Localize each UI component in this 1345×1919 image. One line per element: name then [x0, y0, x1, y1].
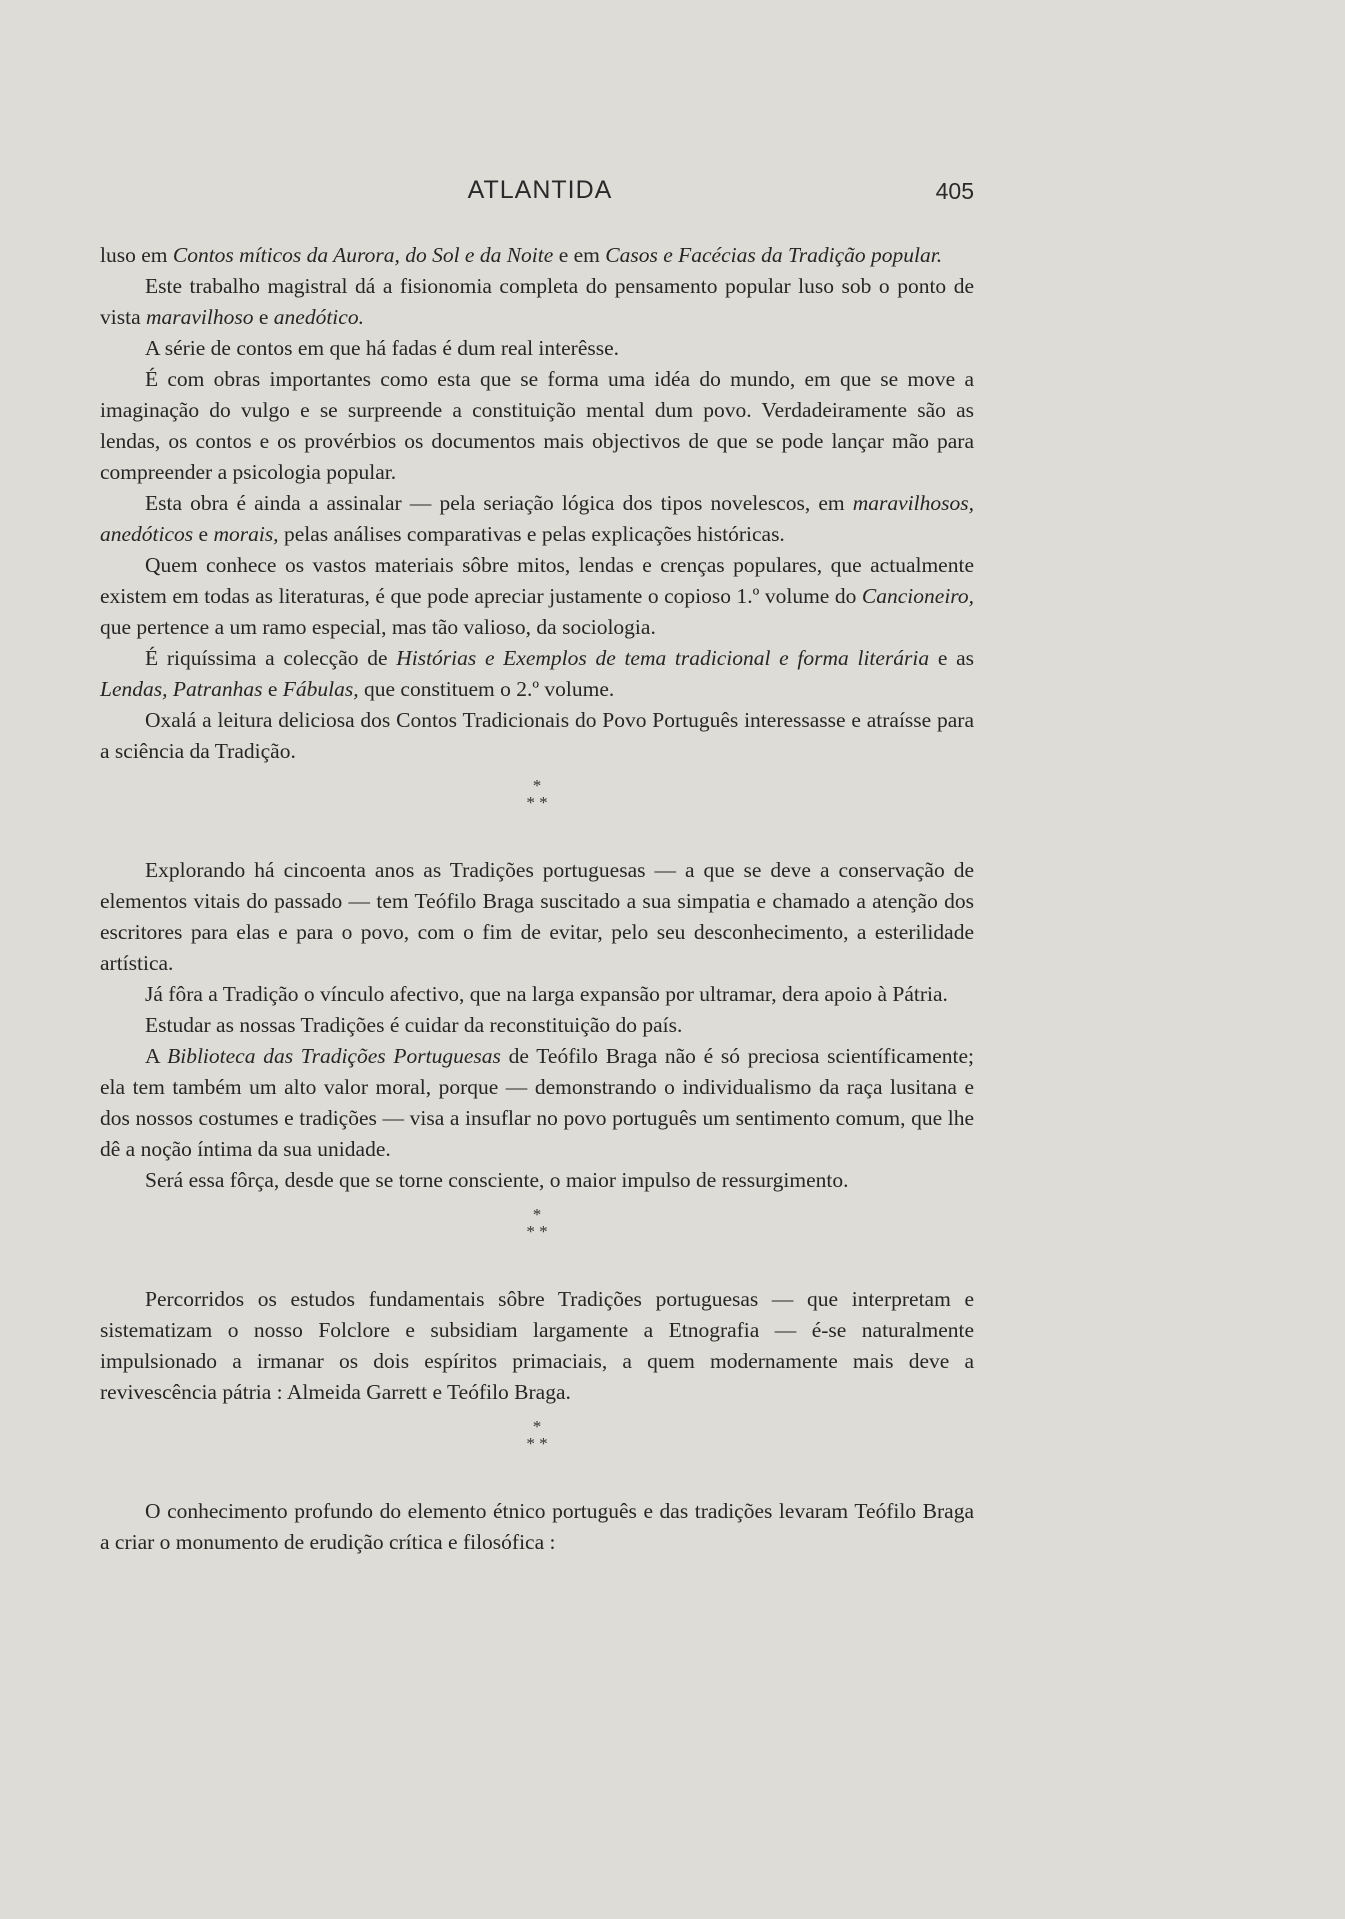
italic-text: anedótico.: [273, 305, 364, 329]
text-run: O conhecimento profundo do elemento étnico português e das tradições levaram Teófilo Braga a criar o monumento de erudição crítica e filosófica :: [100, 1499, 974, 1554]
asterism-separator: [100, 1206, 974, 1240]
text-run: A série de contos em que há fadas é dum real interêsse.: [145, 336, 620, 360]
asterism-top: *: [532, 776, 542, 795]
page-body-text: [100, 240, 974, 1558]
italic-text: Contos míticos da Aurora, do Sol e da Noite: [172, 243, 554, 267]
text-run: Estudar as nossas Tradições é cuidar da reconstituição do país.: [145, 1013, 683, 1037]
paragraph: [100, 979, 974, 1010]
paragraph: [100, 1284, 974, 1408]
paragraph: [100, 855, 974, 979]
text-run: e: [262, 677, 283, 701]
italic-text: Biblioteca das Tradições Portuguesas: [167, 1044, 501, 1068]
paragraph: [100, 705, 974, 767]
text-run: pelas análises comparativas e pelas explicações históricas.: [278, 522, 785, 546]
asterism-top: *: [532, 1417, 542, 1436]
running-title: ATLANTIDA: [467, 176, 613, 204]
text-run: Percorridos os estudos fundamentais sôbre Tradições portuguesas — que interpretam e sistematizam o nosso Folclore e subsidiam largamente a Etnografia — é-se naturalmente impulsionado a irmanar os dois espíritos primaciais, a quem modernamente mais deve a revivescência pátria : Almeida Garrett e Teófilo Braga.: [100, 1287, 974, 1404]
paragraph: [100, 643, 974, 705]
text-run: que pertence a um ramo especial, mas tão valioso, da sociologia.: [100, 615, 656, 639]
italic-text: morais,: [213, 522, 279, 546]
italic-text: Casos e Facécias da Tradição popular.: [605, 243, 943, 267]
text-run: Oxalá a leitura deliciosa dos Contos Tradicionais do Povo Português interessasse e atraísse para a sciência da Tradição.: [100, 708, 974, 763]
italic-text: Lendas, Patranhas: [100, 677, 263, 701]
text-run: Quem conhece os vastos materiais sôbre mitos, lendas e crenças populares, que actualmente existem em todas as literaturas, é que pode apreciar justamente o copioso 1.º volume do: [100, 553, 974, 608]
text-run: Explorando há cincoenta anos as Tradições portuguesas — a que se deve a conservação de elementos vitais do passado — tem Teófilo Braga suscitado a sua simpatia e chamado a atenção dos escritores para elas e para o povo, com o fim de evitar, pelo seu desconhecimento, a esterilidade artística.: [100, 858, 974, 975]
text-run: Este trabalho magistral dá a fisionomia completa do pensamento popular luso sob o ponto de vista: [100, 274, 974, 329]
asterism-bottom: * *: [526, 1222, 548, 1241]
asterism-separator: [100, 1418, 974, 1452]
asterism-top: *: [532, 1205, 542, 1224]
paragraph: [100, 1010, 974, 1041]
text-run: luso em: [100, 243, 173, 267]
paragraph: [100, 333, 974, 364]
text-run: e as: [929, 646, 974, 670]
italic-text: Cancioneiro,: [861, 584, 974, 608]
paragraph: [100, 271, 974, 333]
text-run: Esta obra é ainda a assinalar — pela seriação lógica dos tipos novelescos, em: [145, 491, 853, 515]
paragraph: [100, 1041, 974, 1165]
text-run: Já fôra a Tradição o vínculo afectivo, que na larga expansão por ultramar, dera apoio à Pátria.: [145, 982, 948, 1006]
text-run: e: [253, 305, 274, 329]
italic-text: maravilhosos, anedóticos: [100, 491, 974, 546]
text-run: Será essa fôrça, desde que se torne consciente, o maior impulso de ressurgimento.: [145, 1168, 849, 1192]
text-run: É riquíssima a colecção de: [145, 646, 397, 670]
italic-text: maravilhoso: [145, 305, 254, 329]
text-run: de Teófilo Braga não é só preciosa scientíficamente; ela tem também um alto valor moral, porque — demonstrando o individualismo da raça lusitana e dos nossos costumes e tradições — visa a insuflar no povo português um sentimento comum, que lhe dê a noção íntima da sua unidade.: [100, 1044, 975, 1161]
text-run: e em: [553, 243, 606, 267]
text-run: e: [193, 522, 214, 546]
text-run: que constituem o 2.º volume.: [358, 677, 615, 701]
running-header: [100, 176, 980, 210]
italic-text: Histórias e Exemplos de tema tradicional e forma literária: [396, 646, 930, 670]
asterism-separator: [100, 777, 974, 811]
paragraph: [100, 1165, 974, 1196]
asterism-bottom: * *: [526, 793, 548, 812]
italic-text: Fábulas,: [282, 677, 359, 701]
asterism-bottom: * *: [526, 1434, 548, 1453]
text-run: É com obras importantes como esta que se forma uma idéa do mundo, em que se move a imaginação do vulgo e se surpreende a constituição mental dum povo. Verdadeiramente são as lendas, os contos e os provérbios os documentos mais objectivos de que se pode lançar mão para compreender a psicologia popular.: [100, 367, 974, 484]
paragraph: [100, 1496, 974, 1558]
paragraph: [100, 550, 974, 643]
paragraph: [100, 240, 974, 271]
paragraph: [100, 488, 974, 550]
paragraph: [100, 364, 974, 488]
page-number: 405: [935, 178, 974, 204]
text-run: A: [145, 1044, 168, 1068]
